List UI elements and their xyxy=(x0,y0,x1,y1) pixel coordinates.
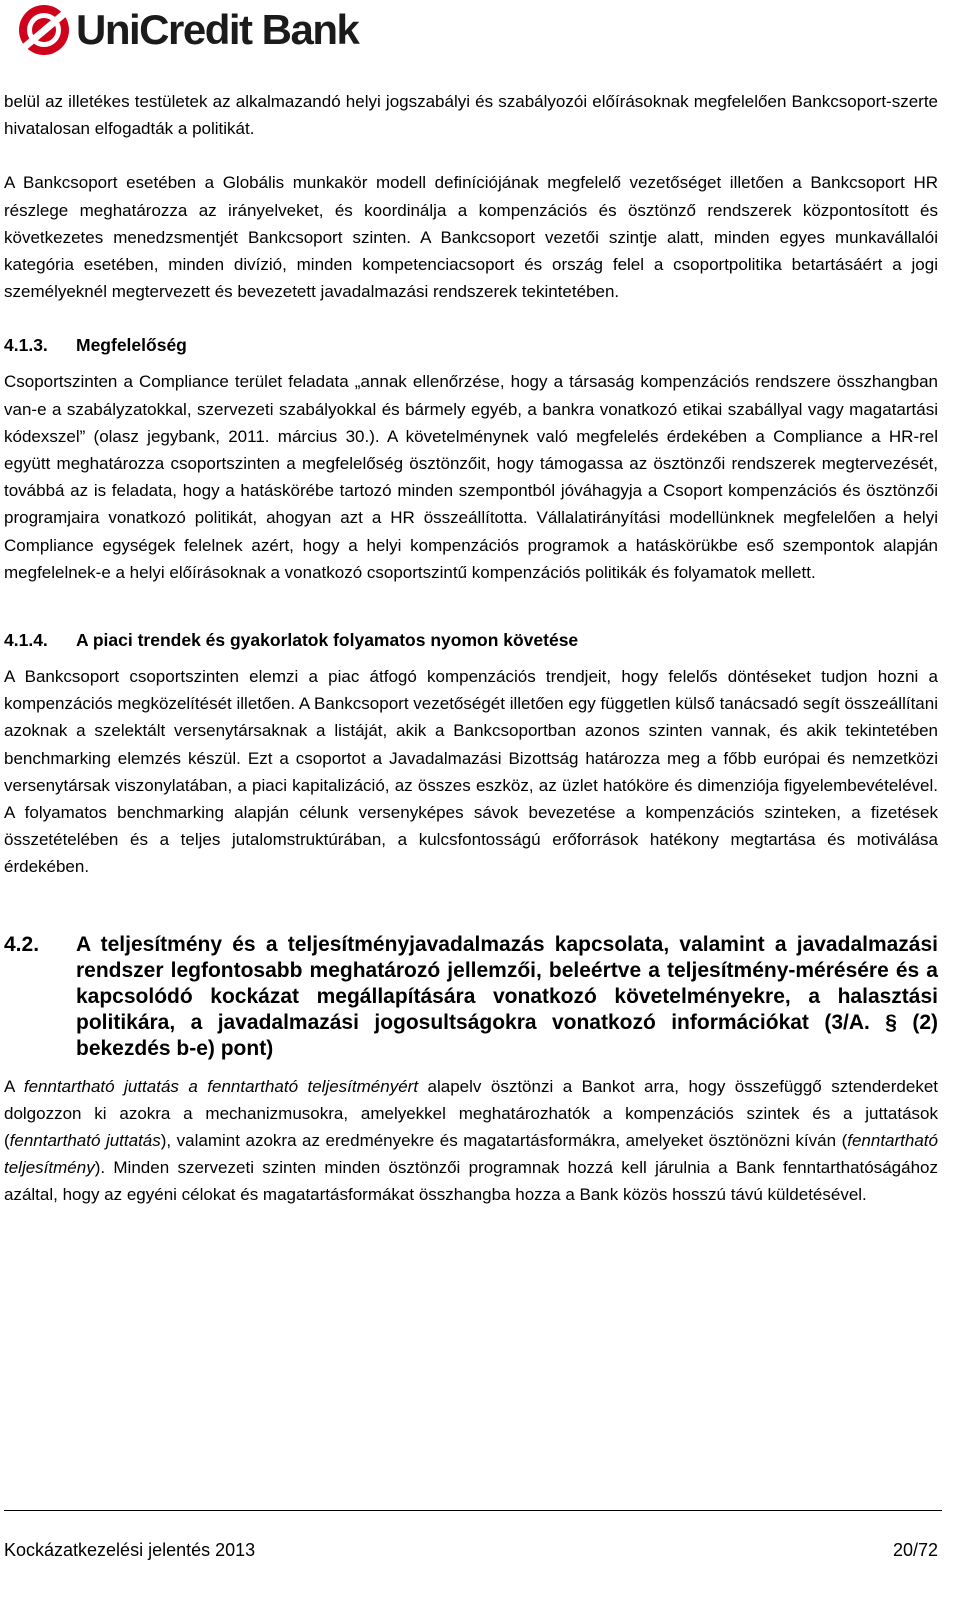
unicredit-emblem-icon xyxy=(18,4,70,56)
unicredit-logo xyxy=(18,4,358,56)
footer-report-title: Kockázatkezelési jelentés 2013 xyxy=(4,1540,256,1560)
brand-name: UniCredit Bank xyxy=(76,6,359,53)
text-span: A xyxy=(4,1076,24,1096)
paragraph-performance xyxy=(4,1073,938,1209)
section-title: A piaci trendek és gyakorlatok folyamatos nyomon követése xyxy=(76,630,579,651)
emphasis-text: fenntartható teljesítmény xyxy=(4,1131,938,1178)
section-number: 4.2. xyxy=(4,932,40,956)
section-number: 4.1.4. xyxy=(4,630,48,651)
paragraph-hr-group: A Bankcsoport esetében a Globális munkakör modell definíciójának megfelelő vezetőséget illetően a Bankcsoport HR részlege meghatározza az irányelveket, és koordinálja a kompenzációs és ösztönző rendszerek központosított és következetes menedzsmentjét Bankcsoport szinten. A Bankcsoport vezetői szintje alatt, minden egyes munkavállalói kategória esetében, minden divízió, minden kompetenciacsoport és ország felel a csoportpolitika betartásáért a jogi személyeknél megtervezett és bevezetett javadalmazási rendszerek tekintetében. xyxy=(4,173,938,302)
text-span: ), valamint azokra az eredményekre és magatartásformákra, amelyeket ösztönözni kíván ( xyxy=(160,1131,848,1151)
section-heading-4-1-3 xyxy=(4,332,938,359)
document-body xyxy=(4,88,938,1209)
emphasis-text: fenntartható juttatás xyxy=(9,1131,161,1151)
section-title: Megfelelőség xyxy=(76,335,187,356)
page-footer xyxy=(4,1540,938,1561)
emphasis-text: fenntartható juttatás a fenntartható teljesítményért xyxy=(23,1076,419,1096)
page-number: 20/72 xyxy=(892,1540,938,1560)
text-span: ). Minden szervezeti szinten minden ösztönzői programnak hozzá kell járulnia a Bank fenntarthatóságához azáltal, hogy az egyéni célokat és magatartásformákat összhangba hozza a Bank közös hosszú távú küldetésével. xyxy=(4,1158,938,1205)
paragraph-compliance: Csoportszinten a Compliance terület feladata „annak ellenőrzése, hogy a társaság kompenzációs rendszere összhangban van-e a szabályzatokkal, szervezeti szabályokkal és bármely egyéb, a bankra vonatkozó etikai szabállyal vagy magatartási kódexszel” (olasz jegybank, 2011. március 30.). A követelménynek való megfelelés érdekében a Compliance a HR-rel együtt meghatározza csoportszinten a megfelelőség ösztönzőit, hogy támogassa az ösztönzői rendszerek megtervezését, továbbá az is feladata, hogy a hatáskörébe tartozó minden szempontból jóváhagyja a Csoport kompenzációs és ösztönzői programjaira vonatkozó politikát, ahogyan azt a HR összeállította. Vállalatirányítási modellünknek megfelelően a helyi Compliance egységek felelnek azért, hogy a helyi kompenzációs programok a hatáskörükbe eső szempontok alapján megfelelnek-e a helyi előírásoknak a vonatkozó csoportszintű kompenzációs politikák és folyamatok mellett. xyxy=(4,372,938,582)
section-number: 4.1.3. xyxy=(4,335,48,356)
paragraph-market-trends: A Bankcsoport csoportszinten elemzi a piac átfogó kompenzációs trendjeit, hogy felelős döntéseket tudjon hozni a kompenzációs megközelítését illetően. A Bankcsoport vezetőségét illetően egy független külső tanácsadó segít összeállítani azoknak a szelektált versenytársaknak a listáját, akik a Bankcsoportban azonos szinten vannak, és akik tekintetében benchmarking elemzés készül. Ezt a csoportot a Javadalmazási Bizottság határozza meg a főbb európai és nemzetközi versenytársak viszonylatában, a piaci kapitalizáció, az összes eszköz, az üzlet hatóköre és dimenziója figyelembevételével. A folyamatos benchmarking alapján célunk versenyképes sávok bevezetése a kompenzációs szinteken, a fizetések összetételében és a teljes jutalomstruktúrában, a kulcsfontosságú erőforrások hatékony megtartása és motiválása érdekében. xyxy=(4,667,938,877)
section-title: A teljesítmény és a teljesítményjavadalmazás kapcsolata, valamint a javadalmazási rendszer legfontosabb meghatározó jellemzői, beleértve a teljesítmény-mérésére és a kapcsolódó kockázat megállapítására vonatkozó követelményekre, a halasztási politikára, a javadalmazási jogosultságokra vonatkozó információkat (3/A. § (2) bekezdés b-e) pont) xyxy=(76,932,938,1060)
paragraph-continuation: belül az illetékes testületek az alkalmazandó helyi jogszabályi és szabályozói előírásoknak megfelelően Bankcsoport-szerte hivatalosan elfogadták a politikát. xyxy=(4,92,938,139)
text-span: alapelv ösztönzi a Bankot arra, hogy összefüggő sztenderdeket dolgozzon ki azokra a mechanizmusokra, amelyekkel meghatározhatók a kompenzációs szintek és a juttatások ( xyxy=(4,1076,938,1151)
footer-divider xyxy=(4,1510,942,1511)
section-heading-4-2 xyxy=(4,932,938,1062)
section-heading-4-1-4 xyxy=(4,627,938,654)
